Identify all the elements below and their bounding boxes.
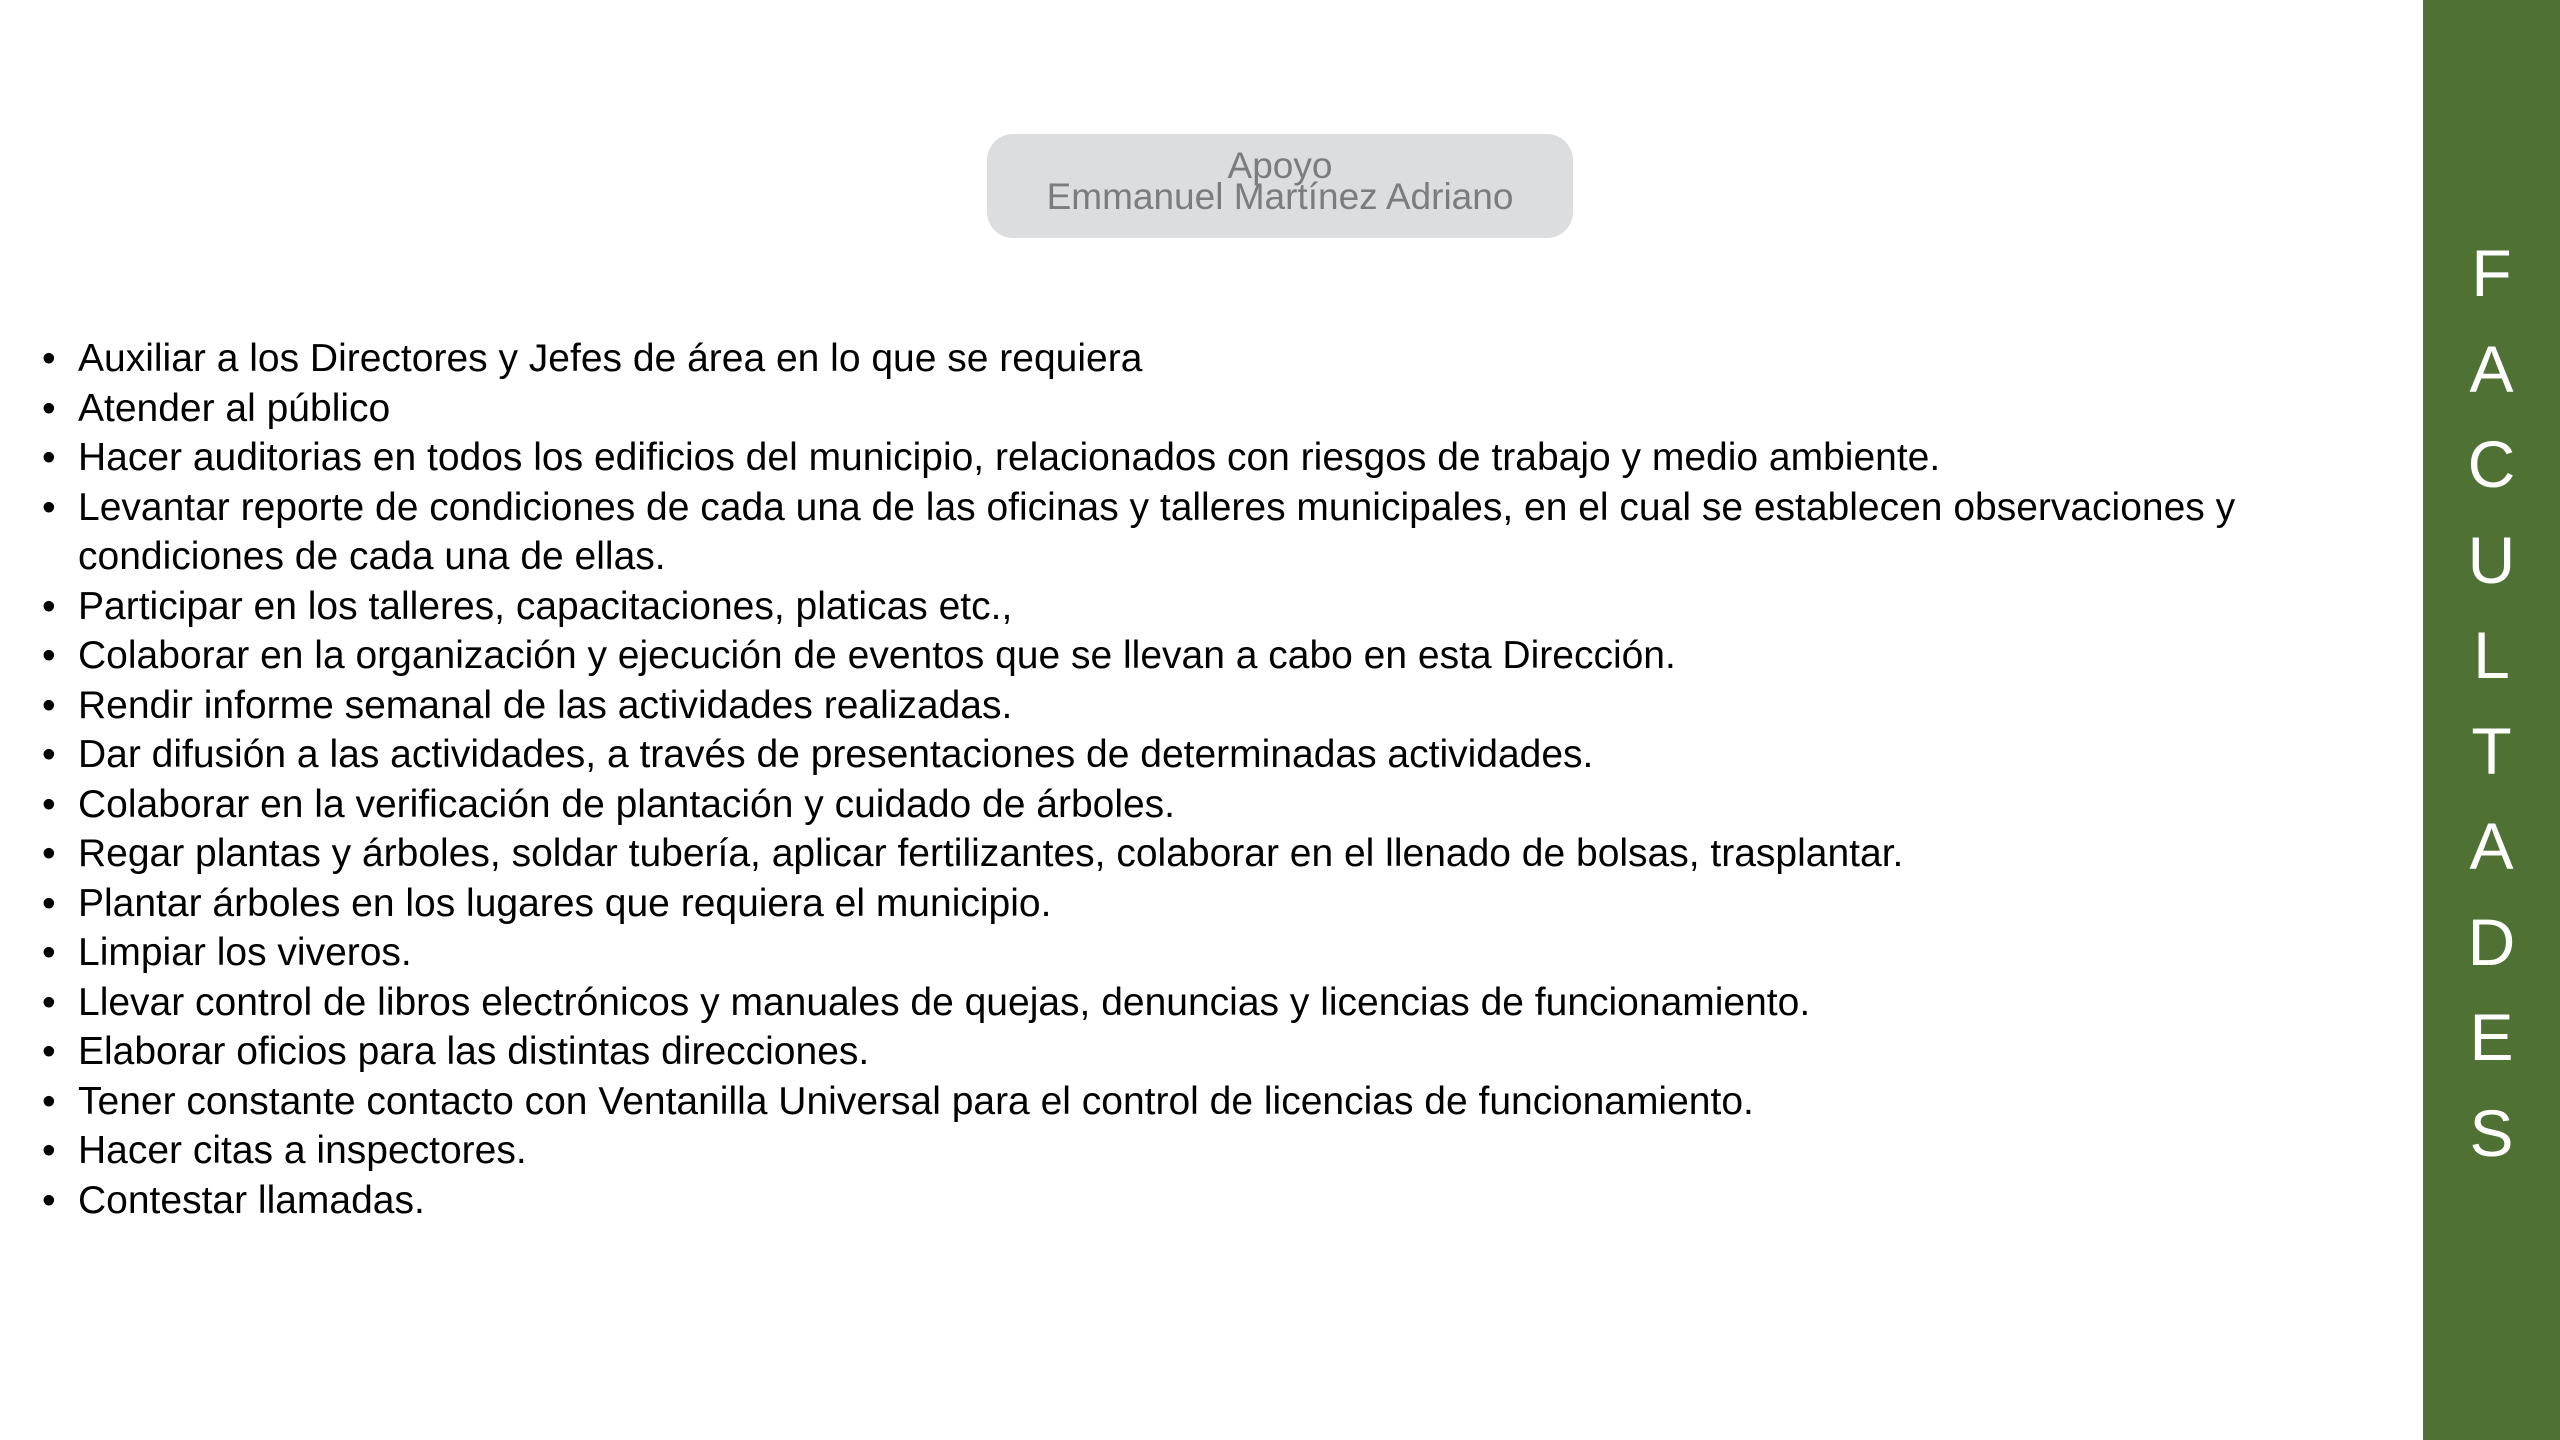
side-letter: A bbox=[2469, 331, 2514, 406]
side-letter: T bbox=[2471, 713, 2512, 788]
bullet: • bbox=[42, 485, 56, 529]
duty-item bbox=[42, 978, 2382, 1028]
duty-text: Plantar árboles en los lugares que requiera el municipio. bbox=[78, 881, 1052, 925]
bullet: • bbox=[42, 436, 56, 479]
duty-item bbox=[42, 928, 2382, 978]
bullet: • bbox=[42, 386, 56, 430]
duty-text: Levantar reporte de condiciones de cada una de las oficinas y talleres municipales, en el cual se establecen observaciones y condiciones de cada una de ellas. bbox=[78, 485, 2236, 578]
duty-text: Auxiliar a los Directores y Jefes de área en lo que se requiera bbox=[78, 337, 1143, 380]
role-name: Emmanuel Martínez Adriano bbox=[1046, 176, 1514, 217]
role-title: Apoyo bbox=[1227, 145, 1333, 186]
duty-text: Llevar control de libros electrónicos y manuales de quejas, denuncias y licencias de funcionamiento. bbox=[78, 980, 1811, 1024]
duty-text: Limpiar los viveros. bbox=[78, 931, 412, 974]
bullet: • bbox=[42, 782, 56, 826]
side-letter: U bbox=[2467, 522, 2516, 597]
duty-text: Colaborar en la verificación de plantación y cuidado de árboles. bbox=[78, 782, 1176, 826]
bullet: • bbox=[42, 881, 56, 925]
bullet: • bbox=[42, 1129, 56, 1172]
side-letter: A bbox=[2469, 809, 2514, 883]
side-letter: D bbox=[2467, 904, 2516, 979]
role-box bbox=[987, 134, 1573, 238]
bullet: • bbox=[42, 634, 56, 677]
duty-text: Tener constante contacto con Ventanilla Universal para el control de licencias de funcionamiento. bbox=[78, 1079, 1754, 1123]
duty-text: Elaborar oficios para las distintas direcciones. bbox=[78, 1030, 870, 1073]
side-label-facultades bbox=[2423, 226, 2560, 1181]
bullet: • bbox=[42, 1178, 56, 1222]
duty-item bbox=[42, 1176, 2382, 1226]
duty-item bbox=[42, 433, 2382, 483]
duty-item bbox=[42, 829, 2382, 879]
bullet: • bbox=[42, 683, 56, 727]
duty-item bbox=[42, 1027, 2382, 1077]
bullet: • bbox=[42, 1030, 56, 1073]
duty-text: Hacer auditorias en todos los edificios del municipio, relacionados con riesgos de trabajo y medio ambiente. bbox=[78, 436, 1941, 479]
duty-text: Contestar llamadas. bbox=[78, 1178, 425, 1222]
duty-item bbox=[42, 1126, 2382, 1176]
duty-text: Regar plantas y árboles, soldar tubería, aplicar fertilizantes, colaborar en el llenado de bolsas, trasplantar. bbox=[78, 832, 1904, 875]
duty-item bbox=[42, 681, 2382, 731]
side-bar bbox=[2423, 0, 2560, 1440]
duty-text: Dar difusión a las actividades, a través de presentaciones de determinadas actividades. bbox=[78, 733, 1594, 776]
duty-text: Rendir informe semanal de las actividades realizadas. bbox=[78, 683, 1013, 727]
duty-item bbox=[42, 730, 2382, 780]
duty-item bbox=[42, 384, 2382, 434]
bullet: • bbox=[42, 584, 56, 628]
duty-item bbox=[42, 582, 2382, 632]
bullet: • bbox=[42, 1079, 56, 1123]
bullet: • bbox=[42, 733, 56, 776]
duty-item bbox=[42, 334, 2382, 384]
duty-text: Atender al público bbox=[78, 386, 391, 430]
duty-item bbox=[42, 879, 2382, 929]
duty-item bbox=[42, 483, 2382, 582]
duties-list bbox=[42, 334, 2382, 1225]
bullet: • bbox=[42, 980, 56, 1024]
duty-item bbox=[42, 1077, 2382, 1127]
side-letter: L bbox=[2473, 618, 2510, 692]
side-letter: C bbox=[2467, 427, 2516, 501]
side-letter: E bbox=[2469, 1000, 2514, 1074]
duty-item bbox=[42, 631, 2382, 681]
duty-text: Participar en los talleres, capacitaciones, platicas etc., bbox=[78, 584, 1013, 628]
duty-item bbox=[42, 780, 2382, 830]
duty-text: Hacer citas a inspectores. bbox=[78, 1129, 527, 1172]
side-letter: F bbox=[2471, 236, 2512, 310]
bullet: • bbox=[42, 931, 56, 974]
bullet: • bbox=[42, 832, 56, 875]
bullet: • bbox=[42, 337, 56, 380]
duty-text: Colaborar en la organización y ejecución de eventos que se llevan a cabo en esta Dirección. bbox=[78, 634, 1676, 677]
side-letter: S bbox=[2469, 1095, 2514, 1170]
